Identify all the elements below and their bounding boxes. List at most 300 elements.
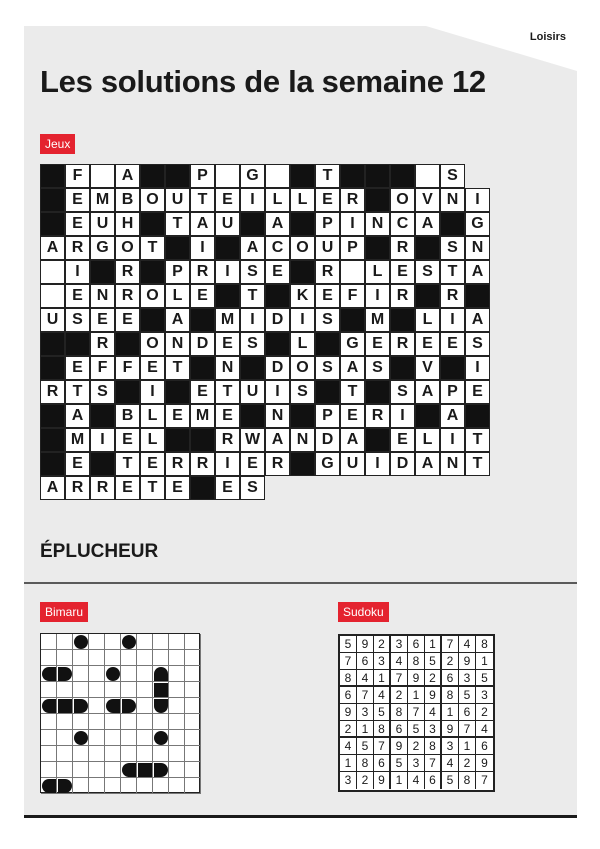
crossword-letter: L [297, 191, 308, 208]
crossword-cell [40, 308, 65, 332]
crossword-letter: G [96, 239, 109, 256]
crossword-cell [65, 260, 90, 284]
crossword-cell [165, 356, 190, 380]
ship-segment [138, 763, 152, 777]
crossword-black-cell [440, 356, 465, 380]
crossword-cell [440, 332, 465, 356]
crossword-black-cell [40, 188, 65, 212]
crossword-black-cell [290, 404, 315, 428]
sudoku-cell: 9 [357, 636, 374, 653]
crossword-cell [265, 380, 290, 404]
crossword-letter: T [472, 431, 483, 448]
crossword-letter: U [346, 455, 359, 472]
crossword-cell [315, 212, 340, 236]
crossword-letter: E [372, 335, 383, 352]
sudoku-cell: 7 [481, 773, 488, 787]
crossword-cell [215, 404, 240, 428]
crossword-black-cell [190, 356, 215, 380]
crossword-cell [290, 356, 315, 380]
crossword-letter: R [346, 191, 359, 208]
crossword-black-cell [40, 356, 65, 380]
crossword-letter: T [447, 263, 458, 280]
sudoku-cell: 3 [340, 772, 357, 789]
crossword-letter: E [447, 335, 458, 352]
crossword-letter: O [146, 287, 159, 304]
crossword-black-cell [165, 380, 190, 404]
crossword-letter: R [371, 407, 384, 424]
crossword-cell [240, 476, 265, 500]
crossword-cell [240, 452, 265, 476]
bimaru-cell [41, 650, 57, 666]
crossword-letter: R [196, 263, 209, 280]
crossword-cell [265, 404, 290, 428]
crossword-letter: U [321, 239, 334, 256]
crossword-letter: T [347, 383, 358, 400]
ship-segment [58, 667, 72, 681]
sudoku-cell: 4 [374, 687, 391, 704]
crossword-letter: H [121, 215, 134, 232]
bimaru-cell [137, 714, 153, 730]
crossword-cell [115, 212, 140, 236]
sudoku-cell: 8 [476, 636, 493, 653]
crossword-cell [290, 236, 315, 260]
crossword-black-cell [290, 212, 315, 236]
sudoku-cell: 6 [476, 738, 493, 755]
crossword-black-cell [90, 452, 115, 476]
crossword-cell [415, 308, 440, 332]
bimaru-cell [185, 650, 201, 666]
crossword-black-cell [415, 404, 440, 428]
bimaru-cell [121, 650, 137, 666]
crossword-letter: I [475, 191, 480, 208]
crossword-cell [240, 236, 265, 260]
crossword-letter: N [296, 431, 309, 448]
crossword-black-cell [115, 380, 140, 404]
crossword-cell [340, 356, 365, 380]
crossword-black-cell [165, 236, 190, 260]
crossword-letter: T [322, 167, 333, 184]
crossword-letter: L [372, 263, 383, 280]
crossword-letter: S [472, 335, 483, 352]
sudoku-cell: 6 [340, 687, 357, 704]
crossword-letter: A [246, 239, 259, 256]
crossword-letter: A [271, 431, 284, 448]
sudoku-cell: 7 [340, 653, 357, 670]
bimaru-cell [121, 714, 137, 730]
crossword-letter: E [197, 383, 208, 400]
bimaru-cell [41, 730, 57, 746]
crossword-letter: U [96, 215, 109, 232]
crossword-black-cell [465, 404, 490, 428]
crossword-letter: U [171, 191, 184, 208]
sudoku-cell: 8 [425, 738, 442, 755]
crossword-cell [315, 356, 340, 380]
crossword-cell [365, 212, 390, 236]
crossword-letter: W [244, 431, 261, 448]
page-title: Les solutions de la semaine 12 [40, 64, 486, 99]
crossword-letter: R [446, 287, 459, 304]
sudoku-cell: 5 [476, 670, 493, 687]
crossword-cell [65, 236, 90, 260]
crossword-cell [440, 260, 465, 284]
crossword-cell [440, 236, 465, 260]
crossword-black-cell [415, 236, 440, 260]
crossword-cell [265, 452, 290, 476]
crossword-letter: E [422, 335, 433, 352]
crossword-black-cell [165, 428, 190, 452]
crossword-letter: C [271, 239, 284, 256]
crossword-cell [315, 428, 340, 452]
crossword-letter: S [72, 311, 83, 328]
crossword-letter: I [100, 431, 105, 448]
bimaru-cell [137, 682, 153, 698]
sudoku-cell: 2 [442, 653, 459, 670]
crossword-cell [90, 308, 115, 332]
crossword-cell [90, 428, 115, 452]
bimaru-cell [169, 730, 185, 746]
sudoku-cell: 3 [476, 687, 493, 704]
ship-segment [106, 699, 120, 713]
bimaru-cell [185, 634, 201, 650]
crossword-black-cell [465, 284, 490, 308]
crossword-cell [240, 284, 265, 308]
crossword-cell [290, 284, 315, 308]
crossword-cell [340, 236, 365, 260]
bimaru-cell [41, 714, 57, 730]
crossword-letter: A [346, 359, 359, 376]
crossword-cell [215, 212, 240, 236]
crossword-cell [40, 476, 65, 500]
crossword-black-cell [140, 260, 165, 284]
sudoku-cell: 5 [340, 636, 357, 653]
sudoku-cell: 6 [374, 755, 391, 772]
bimaru-cell [57, 682, 73, 698]
bimaru-cell [89, 746, 105, 762]
crossword-letter: T [472, 455, 483, 472]
crossword-letter: E [247, 455, 258, 472]
crossword-letter: S [447, 167, 458, 184]
crossword-cell [65, 284, 90, 308]
crossword-letter: I [450, 311, 455, 328]
bimaru-label: Bimaru [40, 602, 88, 622]
crossword-letter: A [346, 431, 359, 448]
crossword-cell [415, 260, 440, 284]
bimaru-cell [57, 746, 73, 762]
crossword-letter: I [375, 287, 380, 304]
crossword-black-cell [315, 380, 340, 404]
bimaru-cell [105, 778, 121, 794]
crossword-letter: A [271, 215, 284, 232]
crossword-cell [140, 404, 165, 428]
bimaru-cell [121, 682, 137, 698]
crossword-cell [465, 452, 490, 476]
crossword-letter: A [421, 455, 434, 472]
crossword-cell [40, 380, 65, 404]
ship-segment [154, 667, 168, 681]
bimaru-cell [73, 714, 89, 730]
sudoku-cell: 1 [459, 738, 476, 755]
crossword-letter: E [72, 215, 83, 232]
sudoku-cell: 7 [408, 704, 425, 721]
sudoku-cell: 4 [408, 772, 425, 789]
bimaru-cell [105, 746, 121, 762]
crossword-black-cell [440, 212, 465, 236]
bimaru-cell [169, 746, 185, 762]
crossword-cell [115, 260, 140, 284]
ship-segment [154, 763, 168, 777]
crossword-cell [65, 308, 90, 332]
crossword-black-cell [365, 380, 390, 404]
crossword-cell [340, 428, 365, 452]
crossword-label: Jeux [40, 134, 75, 154]
sudoku-cell: 9 [425, 687, 442, 704]
crossword-letter: A [71, 407, 84, 424]
crossword-letter: F [97, 359, 108, 376]
sudoku-cell: 1 [408, 687, 425, 704]
ship-segment [74, 699, 88, 713]
crossword-cell [440, 428, 465, 452]
sudoku-cell: 7 [442, 636, 459, 653]
crossword-letter: R [96, 479, 109, 496]
crossword-letter: T [147, 239, 158, 256]
crossword-letter: A [46, 239, 59, 256]
crossword-cell [440, 308, 465, 332]
crossword-cell [215, 260, 240, 284]
divider [24, 582, 577, 584]
crossword-cell [90, 380, 115, 404]
crossword-cell [265, 164, 290, 188]
hidden-word: ÉPLUCHEUR [40, 541, 159, 562]
crossword-letter: I [225, 455, 230, 472]
crossword-letter: S [397, 383, 408, 400]
bimaru-cell [137, 698, 153, 714]
crossword-cell [465, 308, 490, 332]
crossword-letter: A [471, 263, 484, 280]
crossword-letter: I [250, 311, 255, 328]
crossword-letter: I [475, 359, 480, 376]
crossword-letter: R [221, 431, 234, 448]
crossword-letter: N [371, 215, 384, 232]
crossword-cell [165, 308, 190, 332]
crossword-black-cell [165, 164, 190, 188]
bimaru-cell [185, 778, 201, 794]
crossword-letter: T [172, 215, 183, 232]
sudoku-cell: 4 [357, 670, 374, 687]
crossword-black-cell [240, 356, 265, 380]
crossword-black-cell [390, 164, 415, 188]
ship-segment [42, 779, 56, 793]
crossword-letter: D [396, 455, 409, 472]
bimaru-cell [41, 762, 57, 778]
crossword-letter: L [147, 407, 158, 424]
crossword-letter: E [72, 455, 83, 472]
bimaru-cell [121, 778, 137, 794]
crossword-cell [315, 452, 340, 476]
bimaru-cell [137, 666, 153, 682]
crossword-cell [265, 428, 290, 452]
sudoku-cell: 8 [459, 772, 476, 789]
crossword-letter: B [121, 191, 134, 208]
sudoku-cell: 4 [442, 755, 459, 772]
crossword-letter: F [347, 287, 358, 304]
sudoku-cell: 5 [391, 755, 408, 772]
crossword-black-cell [315, 332, 340, 356]
sudoku-cell: 5 [357, 738, 374, 755]
bimaru-cell [137, 730, 153, 746]
sudoku-cell: 8 [374, 721, 391, 738]
crossword-black-cell [265, 284, 290, 308]
crossword-letter: I [275, 383, 280, 400]
crossword-letter: A [471, 311, 484, 328]
crossword-letter: P [322, 407, 333, 424]
crossword-cell [65, 380, 90, 404]
crossword-letter: E [222, 191, 233, 208]
crossword-cell [465, 212, 490, 236]
crossword-cell [290, 428, 315, 452]
crossword-cell [240, 308, 265, 332]
crossword-black-cell [115, 332, 140, 356]
crossword-letter: D [321, 431, 334, 448]
crossword-letter: N [171, 335, 184, 352]
crossword-black-cell [140, 164, 165, 188]
crossword-letter: E [472, 383, 483, 400]
crossword-letter: P [197, 167, 208, 184]
crossword-cell [215, 380, 240, 404]
crossword-cell [290, 308, 315, 332]
bimaru-cell [105, 730, 121, 746]
crossword-cell [115, 284, 140, 308]
crossword-cell [115, 452, 140, 476]
bimaru-cell [185, 682, 201, 698]
crossword-black-cell [40, 332, 65, 356]
sudoku-cell: 9 [442, 721, 459, 738]
crossword-cell [315, 164, 340, 188]
crossword-letter: N [221, 359, 234, 376]
crossword-black-cell [265, 332, 290, 356]
bimaru-cell [89, 666, 105, 682]
crossword-black-cell [140, 308, 165, 332]
crossword-letter: O [146, 335, 159, 352]
sudoku-cell: 9 [340, 704, 357, 721]
crossword-cell [65, 164, 90, 188]
sudoku-cell: 1 [374, 670, 391, 687]
crossword-cell [115, 188, 140, 212]
crossword-black-cell [65, 332, 90, 356]
crossword-cell [190, 164, 215, 188]
sudoku-cell: 5 [425, 653, 442, 670]
crossword-cell [465, 356, 490, 380]
crossword-cell [190, 332, 215, 356]
crossword-cell [165, 404, 190, 428]
crossword-letter: A [196, 215, 209, 232]
ship-segment [154, 699, 168, 713]
sudoku-cell: 3 [425, 721, 442, 738]
crossword-letter: G [321, 455, 334, 472]
sudoku-cell: 9 [476, 755, 493, 772]
bimaru-cell [121, 746, 137, 762]
crossword-letter: E [322, 191, 333, 208]
crossword-letter: E [322, 287, 333, 304]
crossword-letter: E [172, 407, 183, 424]
crossword-cell [140, 332, 165, 356]
crossword-cell [215, 164, 240, 188]
bimaru-cell [169, 682, 185, 698]
crossword-cell [340, 188, 365, 212]
crossword-letter: F [72, 167, 83, 184]
crossword-letter: A [421, 383, 434, 400]
crossword-letter: S [247, 263, 258, 280]
crossword-cell [415, 356, 440, 380]
crossword-cell [215, 428, 240, 452]
crossword-cell [340, 212, 365, 236]
bimaru-cell [137, 650, 153, 666]
crossword-letter: L [297, 335, 308, 352]
crossword-letter: R [196, 455, 209, 472]
sudoku-cell: 2 [459, 755, 476, 772]
crossword-letter: I [300, 311, 305, 328]
crossword-cell [265, 356, 290, 380]
crossword-letter: G [346, 335, 359, 352]
sudoku-cell: 7 [374, 738, 391, 755]
crossword-letter: E [222, 407, 233, 424]
crossword-black-cell [90, 260, 115, 284]
crossword-letter: O [296, 359, 309, 376]
crossword-letter: N [96, 287, 109, 304]
crossword-cell [165, 332, 190, 356]
crossword-letter: T [72, 383, 83, 400]
bimaru-cell [169, 714, 185, 730]
crossword-cell [90, 236, 115, 260]
bimaru-cell [185, 714, 201, 730]
crossword-cell [265, 236, 290, 260]
bimaru-cell [169, 778, 185, 794]
crossword-letter: N [471, 239, 484, 256]
crossword-cell [65, 356, 90, 380]
sudoku-cell: 3 [408, 755, 425, 772]
crossword-cell [90, 284, 115, 308]
bimaru-cell [89, 698, 105, 714]
ship-segment [42, 667, 56, 681]
crossword-cell [90, 476, 115, 500]
crossword-letter: O [121, 239, 134, 256]
crossword-cell [190, 260, 215, 284]
crossword-letter: D [196, 335, 209, 352]
crossword-letter: I [250, 191, 255, 208]
sudoku-cell: 9 [459, 653, 476, 670]
ship-segment [58, 699, 72, 713]
crossword-cell [265, 212, 290, 236]
sudoku-cell: 8 [340, 670, 357, 687]
crossword-cell [315, 404, 340, 428]
crossword-grid [40, 164, 490, 524]
crossword-letter: A [446, 407, 459, 424]
bimaru-cell [73, 778, 89, 794]
crossword-cell [40, 236, 65, 260]
crossword-cell [440, 452, 465, 476]
crossword-letter: P [447, 383, 458, 400]
crossword-cell [65, 212, 90, 236]
sudoku-cell: 6 [357, 653, 374, 670]
crossword-cell [90, 356, 115, 380]
crossword-letter: P [322, 215, 333, 232]
crossword-cell [140, 236, 165, 260]
crossword-cell [390, 260, 415, 284]
crossword-black-cell [240, 212, 265, 236]
bimaru-cell [73, 650, 89, 666]
crossword-letter: T [172, 359, 183, 376]
crossword-cell [415, 428, 440, 452]
crossword-letter: E [397, 431, 408, 448]
